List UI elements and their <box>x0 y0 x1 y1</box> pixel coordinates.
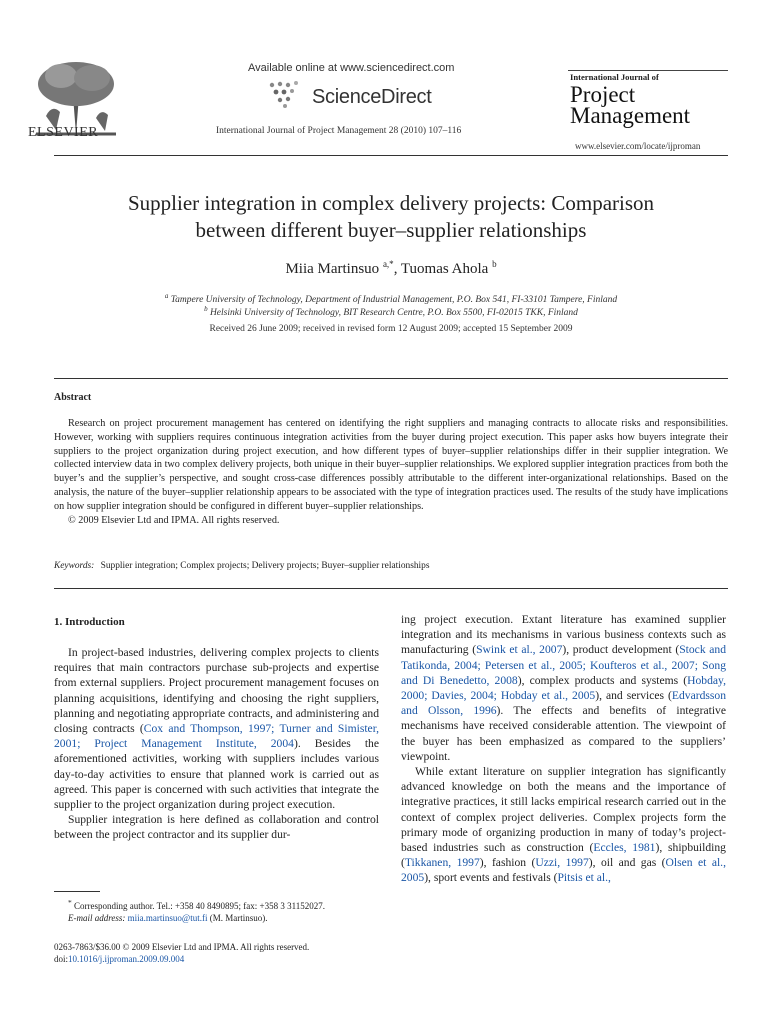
footnote-mark: * <box>68 898 72 907</box>
doi-link[interactable]: 10.1016/j.ijproman.2009.09.004 <box>68 954 185 964</box>
text-run: ), sport events and festivals ( <box>424 871 558 885</box>
citation-link[interactable]: Swink et al., 2007 <box>476 643 563 657</box>
intro-paragraph-2-cont <box>401 612 726 764</box>
affiliation-b-text: Helsinki University of Technology, BIT Research Centre, P.O. Box 5500, FI-02015 TKK, Finland <box>209 308 578 319</box>
text-run: ), complex products and systems ( <box>517 673 688 687</box>
doi-label: doi: <box>54 954 69 964</box>
citation-link[interactable]: Stock and Tatikonda, 2004; Petersen et al., 2005; Koufteros et al., 2007; Song and Di Benedetto, 2008 <box>401 643 726 687</box>
text-run: ). Besides the aforementioned activities, working with suppliers includes various day-to-day activities to ensure that planned work is carried out as agreed. This paper is concerned with such activities that integrate the supplier to the project organization during project execution. <box>54 737 379 812</box>
affiliation-b <box>54 305 728 318</box>
abstract-body <box>54 417 728 527</box>
email-label: E-mail address: <box>68 913 126 923</box>
text-run: ), and services ( <box>595 689 672 703</box>
keywords-text: Supplier integration; Complex projects; Delivery projects; Buyer–supplier relationships <box>100 561 430 571</box>
abstract-heading: Abstract <box>54 392 92 403</box>
header-divider <box>54 155 728 156</box>
doi-line <box>54 953 394 965</box>
text-run: In project-based industries, delivering complex projects to clients requires that main contractors purchase sub-projects and expertise from external suppliers. Project procurement management focuses on planning acquisitions, identifying and choosing the right suppliers, planning and negotiating appropriate contracts, and administering and closing contracts ( <box>54 646 379 736</box>
intro-paragraph-1 <box>54 645 379 812</box>
email-link[interactable]: miia.martinsuo@tut.fi <box>127 913 208 923</box>
journal-logo-rule <box>568 70 728 71</box>
author-1: Miia Martinsuo <box>285 261 380 277</box>
keywords-label: Keywords: <box>54 561 95 571</box>
keywords-divider <box>54 588 728 589</box>
sciencedirect-dots-icon <box>266 79 308 109</box>
abstract-copyright: © 2009 Elsevier Ltd and IPMA. All rights reserved. <box>68 514 280 526</box>
text-run: ), product development ( <box>562 643 680 657</box>
email-suffix: (M. Martinsuo). <box>209 913 268 923</box>
footnote-email <box>54 912 384 924</box>
keywords <box>54 561 728 571</box>
abstract-divider <box>54 378 728 379</box>
article-title <box>54 190 728 244</box>
text-run: ), oil and gas ( <box>588 856 666 870</box>
affiliation-b-mark: b <box>204 305 208 313</box>
affiliation-a-text: Tampere University of Technology, Department of Industrial Management, P.O. Box 541, FI-33101 Tampere, Finland <box>170 295 618 306</box>
affiliation-a-mark: a <box>164 292 169 300</box>
author-1-affil[interactable]: a,* <box>382 259 394 269</box>
citation-link[interactable]: Pitsis et al., <box>557 871 611 885</box>
author-2: Tuomas Ahola <box>400 261 489 277</box>
available-online-text: Available online at www.sciencedirect.com <box>248 62 455 74</box>
issn-line: 0263-7863/$36.00 © 2009 Elsevier Ltd and IPMA. All rights reserved. <box>54 942 310 952</box>
footnote-corresponding <box>54 897 384 912</box>
title-line-1: Supplier integration in complex delivery projects: Comparison <box>127 191 655 215</box>
title-line-2: between different buyer–supplier relationships <box>195 218 587 242</box>
author-2-affil[interactable]: b <box>492 259 497 269</box>
affiliation-a <box>54 292 728 305</box>
text-run: ), fashion ( <box>479 856 536 870</box>
citation-link[interactable]: Cox and Thompson, 1997; Turner and Simister, 2001; Project Management Institute, 2004 <box>54 722 379 751</box>
body-column-right <box>401 612 726 886</box>
intro-paragraph-3 <box>401 764 726 886</box>
journal-logo-small: International Journal of <box>570 72 659 82</box>
citation-link[interactable]: Edvardsson and Olsson, 1996 <box>401 689 726 718</box>
citation-link[interactable]: Hobday, 2000; Davies, 2004; Hobday et al., 2005 <box>401 673 726 703</box>
journal-logo-line2: Management <box>570 103 691 128</box>
section-heading-introduction: 1. Introduction <box>54 616 125 628</box>
intro-paragraph-2: Supplier integration is here defined as collaboration and control between the project contractor and its supplier dur- <box>54 813 379 842</box>
journal-url[interactable]: www.elsevier.com/locate/ijproman <box>575 141 701 151</box>
page-footer <box>54 941 394 965</box>
citation-link[interactable]: Uzzi, 1997 <box>535 856 589 870</box>
citation-link[interactable]: Tikkanen, 1997 <box>404 856 480 870</box>
text-run: While extant literature on supplier integration has significantly advanced knowledge on both the means and the importance of integrative practices, it still lacks empirical research carried out in the context of complex project deliveries. Complex projects form the primary mode of organizing production in many of today’s project-based industries such as construction ( <box>401 765 726 855</box>
text-run: ), shipbuilding ( <box>401 841 726 870</box>
journal-logo-line1: Project <box>570 82 636 107</box>
journal-citation: International Journal of Project Management 28 (2010) 107–116 <box>216 126 462 136</box>
footnote-rule <box>54 891 100 892</box>
author-separator: , <box>393 261 401 277</box>
abstract-text: Research on project procurement management has centered on identifying the right suppliers and managing contracts to allocate risks and responsibilities. However, working with suppliers requires continuous integration activities from the buyer during project execution. This paper asks how buyers integrate their suppliers to the project organization during project execution, and how different types of buyer–supplier relationships differ in their supplier integration. We collected interview data in two complex delivery projects, both unique in their buyer–supplier relationships. We explored supplier integration practices from both the buyer’s and the supplier’s perspective, and sought cross-case differences possibly attributable to the different inter-organizational relationships. Based on the analysis, the nature of the buyer–supplier relationship appears to be associated with the type of integration practices used. The results of the study have implications on how supplier integration should be configured in different buyer–supplier relationships. <box>54 418 728 512</box>
footnote-corresponding-text: Corresponding author. Tel.: +358 40 8490895; fax: +358 3 31152027. <box>74 901 326 911</box>
body-column-left <box>54 645 379 843</box>
author-list <box>54 259 728 278</box>
received-dates: Received 26 June 2009; received in revised form 12 August 2009; accepted 15 September 2009 <box>209 324 573 334</box>
text-run: ). The effects and benefits of integrative mechanisms have received considerable attention. The viewpoint of the buyer has been emphasized as compared to the suppliers’ viewpoint. <box>401 704 726 763</box>
citation-link[interactable]: Eccles, 1981 <box>593 841 656 855</box>
text-run: ing project execution. Extant literature has examined supplier integration and its mechanisms in various business contexts such as manufacturing ( <box>401 613 726 657</box>
sciencedirect-brand[interactable]: ScienceDirect <box>312 86 432 108</box>
footnote <box>54 897 384 924</box>
citation-link[interactable]: Olsen et al., 2005 <box>401 856 726 885</box>
publisher-name: ELSEVIER <box>28 125 99 140</box>
journal-logo-title <box>570 84 690 126</box>
